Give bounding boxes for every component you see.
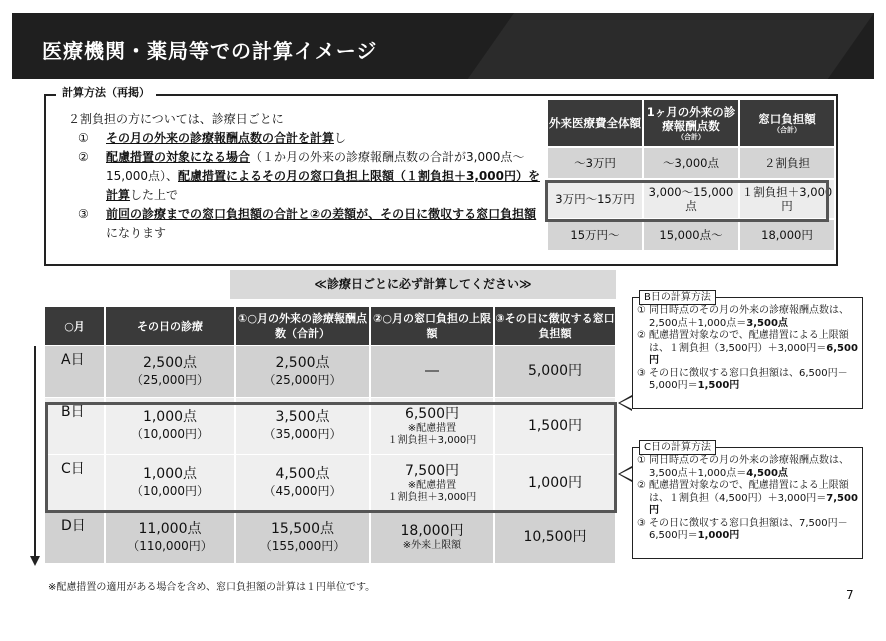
callout-title: B日の計算方法 bbox=[639, 290, 716, 305]
timeline-arrow bbox=[34, 346, 36, 558]
table-cell: 2,500点 （25,000円） bbox=[236, 346, 369, 397]
table-cell: 11,000点 （110,000円） bbox=[106, 512, 234, 563]
method-intro: ２割負担の方については、診療日ごとに bbox=[68, 112, 284, 126]
callout-item: ① 同日時点のその月の外来の診療報酬点数は、2,500点＋1,000点＝3,500点 bbox=[637, 305, 849, 329]
step-number: ① bbox=[78, 131, 89, 145]
method-label: 計算方法（再掲） bbox=[56, 84, 156, 100]
footnote: ※配慮措置の適用がある場合を含め、窓口負担額の計算は１円単位です。 bbox=[48, 582, 376, 593]
table-cell: 15,500点 （155,000円） bbox=[236, 512, 369, 563]
step-emphasis: 前回の診療までの窓口負担額の合計と②の差額が、その日に徴収する窓口負担額 bbox=[106, 207, 537, 221]
step-number: ③ bbox=[78, 207, 89, 221]
table-cell: 3,500点 （35,000円） bbox=[236, 398, 369, 454]
callout-item: ② 配慮措置対象なので、配慮措置による上限額は、１割負担（3,500円）＋3,000円＝6,500円 bbox=[637, 330, 858, 366]
page-title: 医療機関・薬局等での計算イメージ bbox=[42, 39, 378, 63]
table-cell: 5,000円 bbox=[495, 346, 615, 397]
column-header: ③その日に徴収する窓口負担額 bbox=[495, 307, 615, 345]
table-header-row bbox=[548, 100, 834, 146]
table-cell: 3万円～15万円 bbox=[548, 180, 642, 218]
column-header: その日の診療 bbox=[106, 307, 234, 345]
column-header: ②○月の窓口負担の上限額 bbox=[371, 307, 493, 345]
step-emphasis: 配慮措置の対象になる場合 bbox=[106, 150, 251, 164]
table-cell: 15万円～ bbox=[548, 220, 642, 250]
table-cell: １割負担＋3,000円 bbox=[740, 180, 834, 218]
step-emphasis: 配慮措置によるその月の窓口負担上限額（１割負担＋3,000円）を計算 bbox=[106, 169, 540, 202]
column-header: ①○月の外来の診療報酬点数（合計） bbox=[236, 307, 369, 345]
table-cell: 7,500円 ※配慮措置 １割負担＋3,000円 bbox=[371, 455, 493, 511]
table-row bbox=[548, 220, 834, 250]
table-cell: 10,500円 bbox=[495, 512, 615, 563]
table-cell: 1,000点 （10,000円） bbox=[106, 398, 234, 454]
column-header: ○月 bbox=[45, 307, 104, 345]
table-cell: ～3,000点 bbox=[644, 148, 738, 178]
table-row bbox=[45, 346, 615, 397]
banner: ≪診療日ごとに必ず計算してください≫ bbox=[230, 270, 616, 299]
callout-title: C日の計算方法 bbox=[639, 440, 716, 455]
table-cell: 15,000点～ bbox=[644, 220, 738, 250]
method-step-2: ② 配慮措置の対象になる場合（１か月の外来の診療報酬点数の合計が3,000点～15,000点）、配慮措置によるその月の窓口負担上限額（１割負担＋3,000円）を計算した上で bbox=[68, 148, 548, 205]
table-cell: 6,500円 ※配慮措置 １割負担＋3,000円 bbox=[371, 398, 493, 454]
burden-summary-table bbox=[546, 98, 836, 252]
column-header: 1ヶ月の外来の診療報酬点数 （合計） bbox=[644, 100, 738, 146]
step-emphasis: その月の外来の診療報酬点数の合計を計算 bbox=[106, 131, 335, 145]
day-cell: A日 bbox=[45, 346, 104, 397]
table-row bbox=[548, 148, 834, 178]
method-step-1: ① その月の外来の診療報酬点数の合計を計算し bbox=[68, 129, 548, 148]
callout-item: ③ その日に徴収する窓口負担額は、6,500円－5,000円＝1,500円 bbox=[637, 367, 848, 391]
callout-pointer-fill bbox=[620, 468, 632, 480]
table-cell: 18,000円 ※外来上限額 bbox=[371, 512, 493, 563]
callout-pointer-fill bbox=[620, 397, 632, 409]
column-header: 外来医療費全体額 bbox=[548, 100, 642, 146]
table-cell: 4,500点 （45,000円） bbox=[236, 455, 369, 511]
table-cell: 1,000円 bbox=[495, 455, 615, 511]
table-cell: 1,500円 bbox=[495, 398, 615, 454]
table-cell: ２割負担 bbox=[740, 148, 834, 178]
callout-item: ① 同日時点のその月の外来の診療報酬点数は、3,500点＋1,000点＝4,500点 bbox=[637, 455, 849, 479]
table-cell: ― bbox=[371, 346, 493, 397]
title-stripe bbox=[468, 13, 874, 79]
table-header-row bbox=[45, 307, 615, 345]
highlight-frame bbox=[545, 180, 829, 222]
table-cell: 18,000円 bbox=[740, 220, 834, 250]
table-cell: ～3万円 bbox=[548, 148, 642, 178]
callout-b bbox=[632, 292, 863, 409]
arrow-down-icon bbox=[30, 556, 40, 566]
method-step-3: ③ 前回の診療までの窓口負担額の合計と②の差額が、その日に徴収する窓口負担額になります bbox=[68, 205, 548, 243]
day-cell: C日 bbox=[45, 455, 104, 511]
table-cell: 3,000～15,000点 bbox=[644, 180, 738, 218]
column-header: 窓口負担額 （合計） bbox=[740, 100, 834, 146]
table-row bbox=[45, 512, 615, 563]
day-cell: B日 bbox=[45, 398, 104, 454]
step-number: ② bbox=[78, 150, 89, 164]
table-cell: 1,000点 （10,000円） bbox=[106, 455, 234, 511]
callout-c bbox=[632, 442, 863, 559]
callout-item: ③ その日に徴収する窓口負担額は、7,500円－6,500円＝1,000円 bbox=[637, 517, 848, 541]
page-number: 7 bbox=[846, 588, 854, 602]
method-text bbox=[68, 110, 548, 243]
title-bar bbox=[12, 13, 874, 79]
table-cell: 2,500点 （25,000円） bbox=[106, 346, 234, 397]
callout-item: ② 配慮措置対象なので、配慮措置による上限額は、１割負担（4,500円）＋3,000円＝7,500円 bbox=[637, 480, 858, 516]
highlight-frame bbox=[45, 402, 617, 513]
day-cell: D日 bbox=[45, 512, 104, 563]
